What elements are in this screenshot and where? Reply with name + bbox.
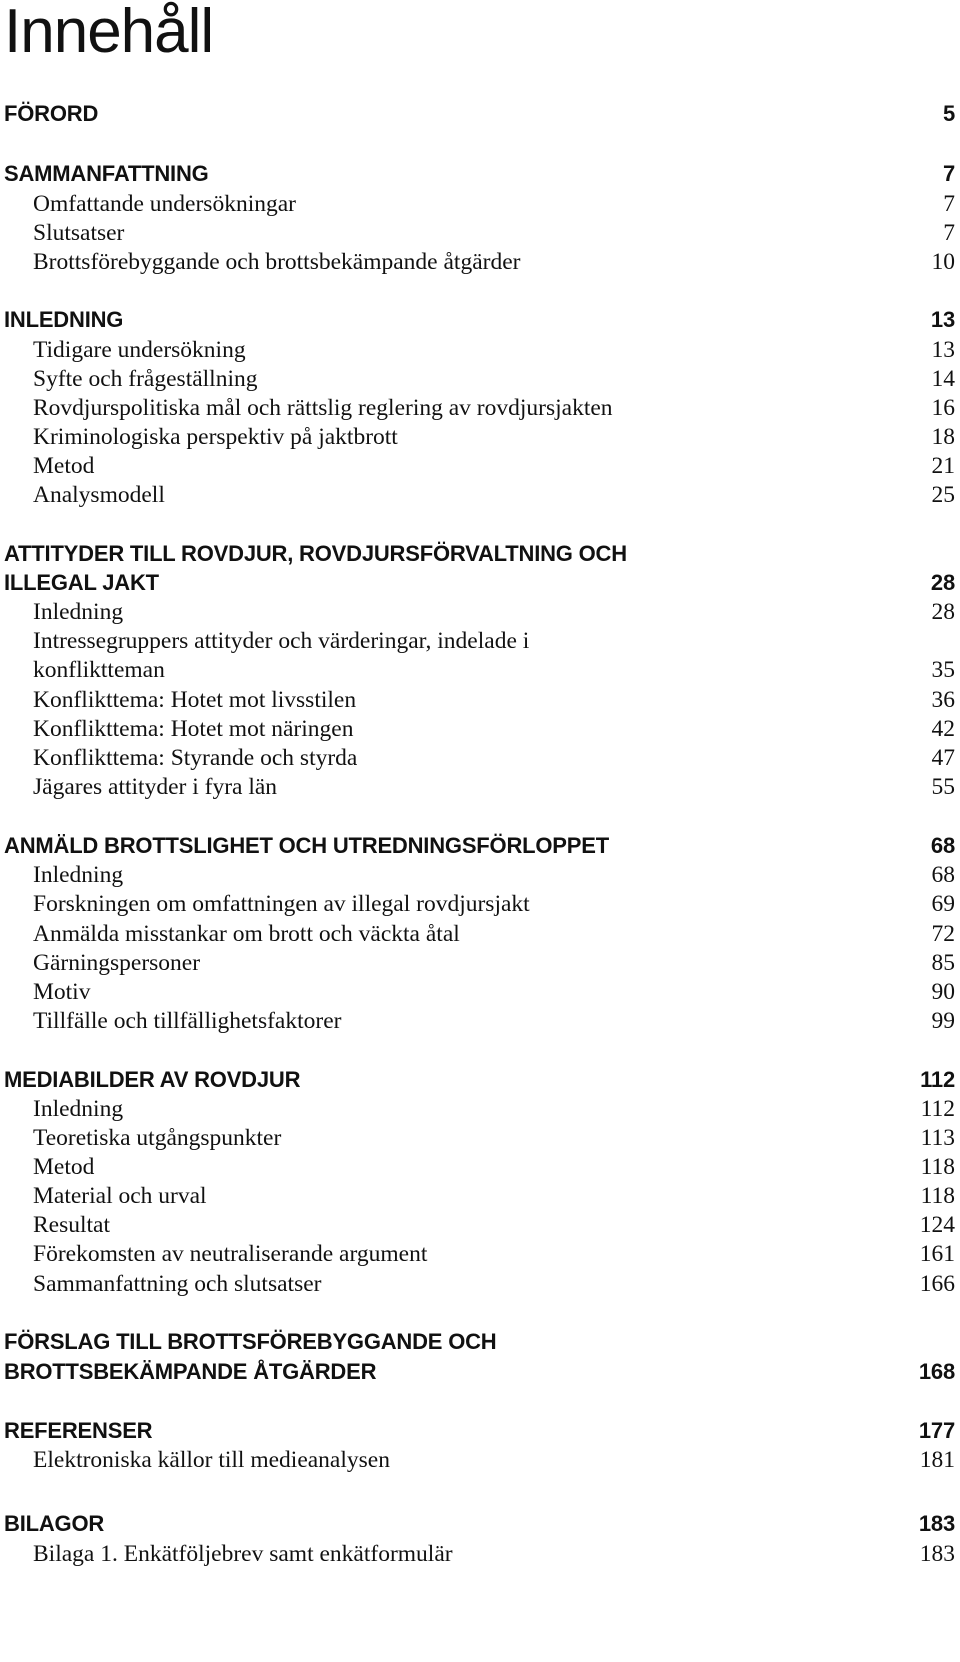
page-number: 28 bbox=[931, 599, 955, 625]
toc-chapter-row bbox=[4, 1414, 955, 1444]
toc-section-row bbox=[4, 653, 955, 683]
page-number: 55 bbox=[931, 774, 955, 800]
toc-section-row bbox=[4, 362, 955, 392]
section-title: Tidigare undersökning bbox=[33, 337, 246, 363]
page-number: 99 bbox=[931, 1008, 955, 1034]
toc-section-row bbox=[4, 187, 955, 217]
chapter-title: SAMMANFATTNING bbox=[4, 161, 209, 186]
page-number: 183 bbox=[918, 1511, 955, 1536]
section-title: Inledning bbox=[33, 1096, 124, 1122]
toc-section-row bbox=[4, 245, 955, 275]
page-number: 42 bbox=[931, 716, 955, 742]
section-title: Teoretiska utgångspunkter bbox=[33, 1125, 282, 1151]
section-title: Bilaga 1. Enkätföljebrev samt enkätformulär bbox=[33, 1541, 453, 1567]
toc-section-row bbox=[4, 420, 955, 450]
page-number: 85 bbox=[931, 950, 955, 976]
toc-section-row bbox=[4, 1004, 955, 1034]
section-title: Kriminologiska perspektiv på jaktbrott bbox=[33, 424, 398, 450]
toc-section-row bbox=[4, 478, 955, 508]
section-title: Resultat bbox=[33, 1212, 111, 1238]
page-number: 68 bbox=[930, 833, 955, 858]
section-title: Elektroniska källor till medieanalysen bbox=[33, 1447, 390, 1473]
chapter-title: ANMÄLD BROTTSLIGHET OCH UTREDNINGSFÖRLOPPET bbox=[4, 833, 609, 858]
toc-section-row bbox=[4, 712, 955, 742]
toc-chapter-row bbox=[4, 1325, 955, 1355]
section-title: Forskningen om omfattningen av illegal rovdjursjakt bbox=[33, 891, 530, 917]
toc-chapter-row bbox=[4, 157, 955, 187]
section-title: Slutsatser bbox=[33, 220, 125, 246]
toc-section-row bbox=[4, 1237, 955, 1267]
page-number: 113 bbox=[920, 1125, 955, 1151]
toc-section-row bbox=[4, 1179, 955, 1209]
chapter-title: FÖRSLAG TILL BROTTSFÖREBYGGANDE OCH bbox=[4, 1329, 497, 1354]
toc-section-row bbox=[4, 1150, 955, 1180]
toc-chapter-row bbox=[4, 829, 955, 859]
toc-section-row bbox=[4, 917, 955, 947]
page-number: 124 bbox=[919, 1212, 955, 1238]
page-number: 168 bbox=[918, 1359, 955, 1384]
section-title: Metod bbox=[33, 1154, 95, 1180]
toc-section-row bbox=[4, 1092, 955, 1122]
toc-section-row bbox=[4, 1267, 955, 1297]
chapter-title: ATTITYDER TILL ROVDJUR, ROVDJURSFÖRVALTNING OCH bbox=[4, 541, 627, 566]
page-number: 28 bbox=[930, 570, 955, 595]
section-title: Motiv bbox=[33, 979, 91, 1005]
chapter-title: FÖRORD bbox=[4, 101, 99, 126]
page-number: 68 bbox=[931, 862, 955, 888]
toc-section-row bbox=[4, 1537, 955, 1567]
page-number: 47 bbox=[931, 745, 955, 771]
page-number: 112 bbox=[920, 1067, 955, 1092]
toc-chapter-row bbox=[4, 1507, 955, 1537]
page-number: 35 bbox=[931, 657, 955, 683]
page-number: 7 bbox=[943, 220, 955, 246]
toc-chapter-row bbox=[4, 566, 955, 596]
page-number: 112 bbox=[920, 1096, 955, 1122]
page-number: 161 bbox=[919, 1241, 955, 1267]
page-number: 25 bbox=[931, 482, 955, 508]
page-number: 10 bbox=[931, 249, 955, 275]
toc-section-row bbox=[4, 1208, 955, 1238]
page-number: 7 bbox=[942, 161, 955, 186]
section-title: Intressegruppers attityder och värderingar, indelade i bbox=[33, 628, 530, 654]
section-title: Förekomsten av neutraliserande argument bbox=[33, 1241, 428, 1267]
section-title: Analysmodell bbox=[33, 482, 165, 508]
page-number: 181 bbox=[919, 1447, 955, 1473]
toc-section-row bbox=[4, 624, 955, 654]
page-number: 16 bbox=[931, 395, 955, 421]
page-number: 14 bbox=[931, 366, 955, 392]
page-number: 118 bbox=[920, 1154, 955, 1180]
toc-section-row bbox=[4, 1443, 955, 1473]
page-number: 13 bbox=[931, 337, 955, 363]
chapter-title: MEDIABILDER AV ROVDJUR bbox=[4, 1067, 301, 1092]
page-number: 72 bbox=[931, 921, 955, 947]
toc-section-row bbox=[4, 595, 955, 625]
toc-section-row bbox=[4, 333, 955, 363]
toc-chapter-row bbox=[4, 303, 955, 333]
section-title: Inledning bbox=[33, 599, 124, 625]
toc-section-row bbox=[4, 683, 955, 713]
section-title: Inledning bbox=[33, 862, 124, 888]
page-number: 7 bbox=[943, 191, 955, 217]
chapter-title: BROTTSBEKÄMPANDE ÅTGÄRDER bbox=[4, 1359, 377, 1384]
section-title: Jägares attityder i fyra län bbox=[33, 774, 278, 800]
chapter-title: INLEDNING bbox=[4, 307, 124, 332]
section-title: Rovdjurspolitiska mål och rättslig reglering av rovdjursjakten bbox=[33, 395, 613, 421]
toc-section-row bbox=[4, 975, 955, 1005]
toc-section-row bbox=[4, 858, 955, 888]
section-title: Konflikttema: Hotet mot livsstilen bbox=[33, 687, 357, 713]
section-title: Syfte och frågeställning bbox=[33, 366, 258, 392]
section-title: Konflikttema: Hotet mot näringen bbox=[33, 716, 354, 742]
section-title: Konflikttema: Styrande och styrda bbox=[33, 745, 358, 771]
toc-chapter-row bbox=[4, 97, 955, 127]
toc-section-row bbox=[4, 1121, 955, 1151]
section-title: Gärningspersoner bbox=[33, 950, 201, 976]
page-number: 5 bbox=[942, 101, 955, 126]
toc-section-row bbox=[4, 741, 955, 771]
toc-section-row bbox=[4, 887, 955, 917]
section-title: Brottsförebyggande och brottsbekämpande åtgärder bbox=[33, 249, 521, 275]
toc-section-row bbox=[4, 449, 955, 479]
page-number: 36 bbox=[931, 687, 955, 713]
toc-chapter-row bbox=[4, 1063, 955, 1093]
page-number: 90 bbox=[931, 979, 955, 1005]
toc-section-row bbox=[4, 946, 955, 976]
section-title: Omfattande undersökningar bbox=[33, 191, 296, 217]
chapter-title: ILLEGAL JAKT bbox=[4, 570, 159, 595]
chapter-title: BILAGOR bbox=[4, 1511, 105, 1536]
toc-section-row bbox=[4, 216, 955, 246]
page-number: 69 bbox=[931, 891, 955, 917]
section-title: Sammanfattning och slutsatser bbox=[33, 1271, 322, 1297]
section-title: konfliktteman bbox=[33, 657, 165, 683]
page-number: 166 bbox=[919, 1271, 955, 1297]
page-number: 13 bbox=[930, 307, 955, 332]
toc-section-row bbox=[4, 391, 955, 421]
section-title: Material och urval bbox=[33, 1183, 207, 1209]
page-number: 18 bbox=[931, 424, 955, 450]
chapter-title: REFERENSER bbox=[4, 1418, 153, 1443]
section-title: Tillfälle och tillfällighetsfaktorer bbox=[33, 1008, 342, 1034]
page-number: 183 bbox=[919, 1541, 955, 1567]
page-number: 177 bbox=[918, 1418, 955, 1443]
page-title: Innehåll bbox=[4, 0, 214, 66]
page-number: 21 bbox=[931, 453, 955, 479]
toc-section-row bbox=[4, 770, 955, 800]
toc-chapter-row bbox=[4, 1355, 955, 1385]
toc-chapter-row bbox=[4, 537, 955, 567]
section-title: Metod bbox=[33, 453, 95, 479]
page-number: 118 bbox=[920, 1183, 955, 1209]
section-title: Anmälda misstankar om brott och väckta åtal bbox=[33, 921, 460, 947]
